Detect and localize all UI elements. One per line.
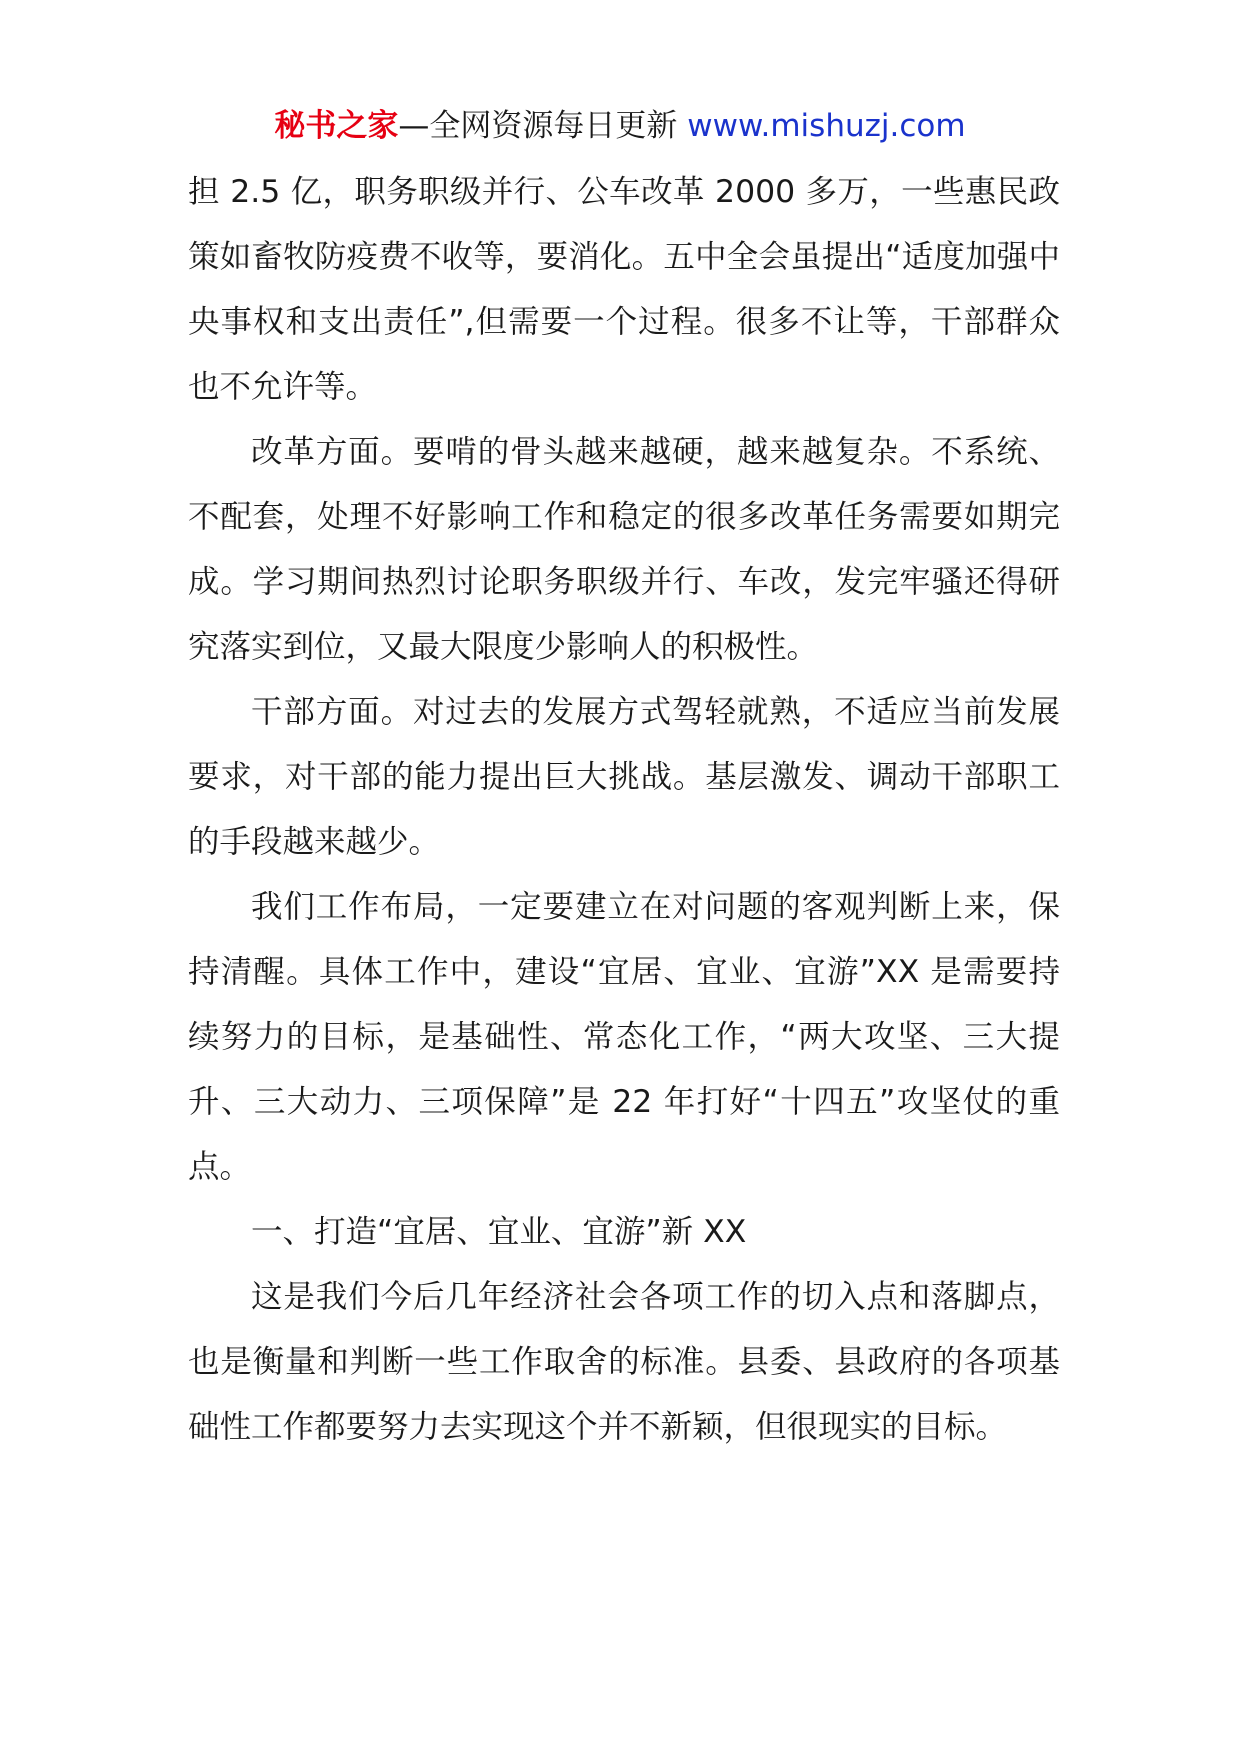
site-header [0, 104, 1240, 148]
document-body [188, 160, 1060, 1460]
paragraph-reform: 改革方面。要啃的骨头越来越硬，越来越复杂。不系统、不配套，处理不好影响工作和稳定的很多改革任务需要如期完成。学习期间热烈讨论职务职级并行、车改，发完牢骚还得研究落实到位，又最大限度少影响人的积极性。 [188, 434, 1060, 665]
site-url-link[interactable]: www.mishuzj.com [687, 108, 966, 144]
section-heading: 一、打造“宜居、宜业、宜游”新 XX [251, 1214, 747, 1250]
header-slogan: —全网资源每日更新 [398, 108, 678, 144]
brand-name: 秘书之家 [274, 108, 399, 144]
paragraph-section-intro: 这是我们今后几年经济社会各项工作的切入点和落脚点，也是衡量和判断一些工作取舍的标准。县委、县政府的各项基础性工作都要努力去实现这个并不新颖，但很现实的目标。 [188, 1279, 1060, 1445]
paragraph-work-layout: 我们工作布局，一定要建立在对问题的客观判断上来，保持清醒。具体工作中，建设“宜居、宜业、宜游”XX 是需要持续努力的目标，是基础性、常态化工作，“两大攻坚、三大提升、三大动力、三项保障”是 22 年打好“十四五”攻坚仗的重点。 [188, 889, 1060, 1185]
paragraph-cadres: 干部方面。对过去的发展方式驾轻就熟，不适应当前发展要求，对干部的能力提出巨大挑战。基层激发、调动干部职工的手段越来越少。 [188, 694, 1060, 860]
paragraph-continuation: 担 2.5 亿，职务职级并行、公车改革 2000 多万，一些惠民政策如畜牧防疫费不收等，要消化。五中全会虽提出“适度加强中央事权和支出责任”,但需要一个过程。很多不让等，干部群众也不允许等。 [188, 174, 1060, 405]
